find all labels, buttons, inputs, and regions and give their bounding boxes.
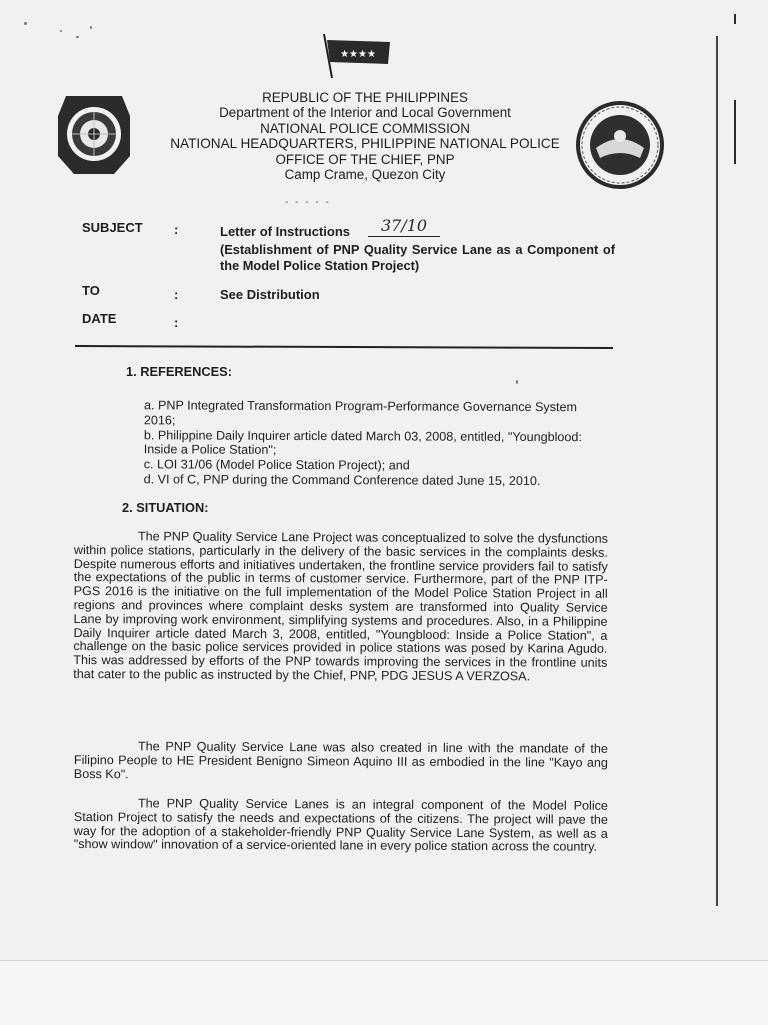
references-list [78, 398, 612, 489]
situation-paragraph-1 [73, 530, 608, 685]
page-edge-mark [734, 100, 736, 164]
reference-marker: d. [143, 472, 155, 487]
subject-value: Letter of Instructions [220, 224, 351, 239]
divider-dashes: - - - - - [285, 197, 331, 208]
letterhead-commission: NATIONAL POLICE COMMISSION [260, 120, 470, 136]
reference-text: Philippine Daily Inquirer article dated March 03, 2008, entitled, "Youngblood: Inside a Police Station"; [143, 427, 582, 458]
letterhead-office: OFFICE OF THE CHIEF, PNP [275, 151, 455, 167]
header-rule [75, 345, 613, 348]
letterhead-department: Department of the Interior and Local Government [219, 105, 511, 121]
situation-paragraph-3 [74, 797, 608, 855]
letterhead [140, 90, 590, 182]
reference-marker: c. [143, 457, 154, 472]
paragraph-text: The PNP Quality Service Lane Project was conceptualized to solve the dysfunctions within police stations, particularly in the delivery of the basic services in the complaints desks. Despite numerous efforts and initiatives undertaken, the frontline service providers fail to satisfy the expectations of the public in terms of customer service. Furthermore, part of the PNP ITP-PGS 2016 is the initiative on the full implementation of the Model Police Station Project in all regions and provinces where complaint desks system are transformed into Quality Service Lane by improving work environment, simplifying systems and procedures. Also, in a Philippine Daily Inquirer article dated March 3, 2008, entitled, "Youngblood: Inside a Police Station", a challenge on the basic police services provided in police stations was posed by Karina Agudo. This was addressed by efforts of the PNP towards improving the services in the frontline units that cater to the public as instructed by the Chief, PNP, PDG JESUS A VERZOSA. [73, 529, 608, 684]
date-label: DATE [82, 311, 117, 326]
reference-item [78, 472, 612, 489]
scan-speckle [90, 26, 92, 29]
letterhead-location: Camp Crame, Quezon City [284, 167, 446, 183]
scan-speckle [516, 380, 518, 384]
scan-speckle [24, 22, 27, 25]
reference-text: VI of C, PNP during the Command Conference dated June 15, 2010. [157, 472, 541, 489]
subject-label: SUBJECT [82, 220, 143, 235]
scan-speckle [76, 36, 79, 38]
reference-item [78, 428, 612, 460]
situation-paragraph-2 [74, 740, 608, 784]
date-colon: : [174, 315, 179, 330]
flag-stars: ★★★★ [340, 49, 376, 60]
to-colon: : [174, 287, 179, 302]
loi-number: 37/10 [368, 216, 440, 237]
reference-item [78, 398, 612, 430]
to-value: See Distribution [220, 287, 320, 302]
page-edge-line [716, 36, 718, 906]
letterhead-republic: REPUBLIC OF THE PHILIPPINES [262, 90, 468, 105]
to-label: TO [82, 283, 100, 298]
letterhead-national-hq: NATIONAL HEADQUARTERS, PHILIPPINE NATIONAL POLICE [170, 136, 560, 152]
reference-marker: b. [143, 427, 155, 442]
napolcom-seal-icon [54, 86, 134, 178]
scan-bottom-band [0, 960, 768, 1025]
reference-text: LOI 31/06 (Model Police Station Project); and [156, 457, 410, 473]
subject-detail: (Establishment of PNP Quality Service Lane as a Component of the Model Police Station Project) [220, 242, 615, 273]
paragraph-text: The PNP Quality Service Lanes is an integral component of the Model Police Station Project to satisfy the needs and expectations of the citizens. The project will pave the way for the adoption of a stakeholder-friendly PNP Quality Service Lane System, as well as a "show window" innovation of a service-oriented lane in every police station across the country. [73, 796, 608, 855]
flag-icon [318, 32, 398, 80]
page-edge-mark [734, 14, 736, 24]
situation-heading: 2. SITUATION: [122, 500, 209, 515]
references-heading: 1. REFERENCES: [126, 364, 232, 379]
subject-colon: : [174, 222, 179, 237]
paragraph-text: The PNP Quality Service Lane was also created in line with the mandate of the Filipino People to HE President Benigno Simeon Aquino III as embodied in the line "Kayo ang Boss Ko". [73, 739, 608, 781]
reference-marker: a. [143, 398, 155, 413]
reference-text: PNP Integrated Transformation Program-Performance Governance System 2016; [143, 398, 578, 428]
scan-speckle [60, 30, 62, 32]
